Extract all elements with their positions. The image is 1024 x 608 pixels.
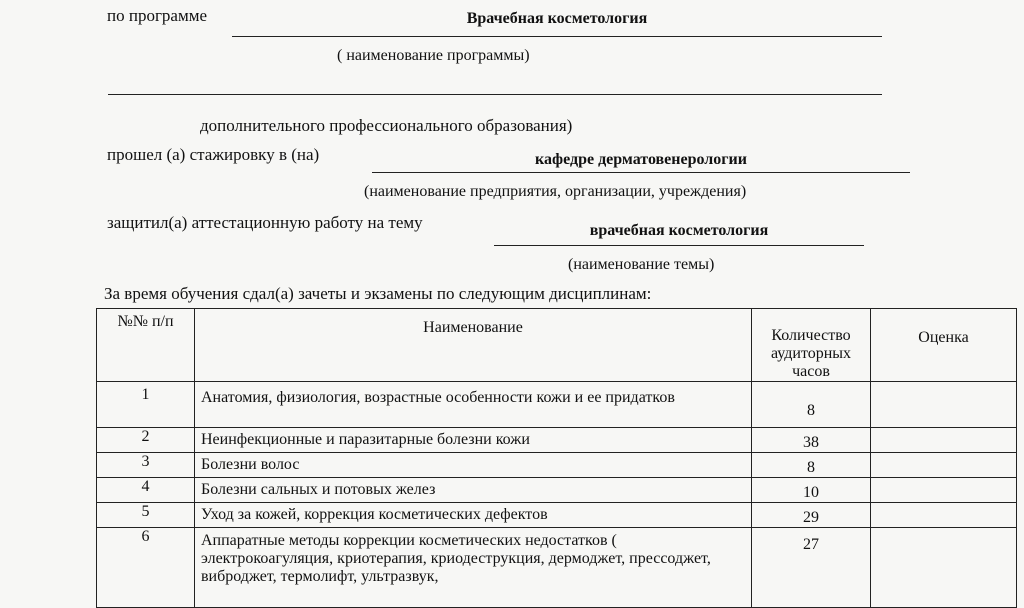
header-grade: Оценка (871, 309, 1017, 382)
row-hours: 10 (752, 478, 871, 503)
table-row (97, 428, 1017, 453)
table-header-row (97, 309, 1017, 382)
internship-label: прошел (а) стажировку в (на) (107, 145, 320, 164)
table-row (97, 478, 1017, 503)
row-num: 1 (97, 382, 195, 428)
program-value: Врачебная косметология (466, 10, 648, 27)
education-type-text: дополнительного профессионального образования) (200, 116, 573, 135)
table-row (97, 382, 1017, 428)
row-hours: 27 (752, 528, 871, 608)
program-label: по программе (107, 6, 208, 25)
header-hours: Количество аудиторных часов (752, 309, 871, 382)
row-name: Анатомия, физиология, возрастные особенности кожи и ее придатков (195, 382, 752, 428)
internship-value: кафедре дерматовенерологии (535, 151, 747, 168)
table-row (97, 503, 1017, 528)
topic-caption: (наименование темы) (568, 256, 715, 273)
row-grade (871, 528, 1017, 608)
row-grade (871, 428, 1017, 453)
header-num: №№ п/п (97, 309, 195, 382)
thesis-label: защитил(а) аттестационную работу на тему (107, 213, 423, 232)
row-grade (871, 382, 1017, 428)
row-name: Уход за кожей, коррекция косметических дефектов (195, 503, 752, 528)
row-name: Болезни сальных и потовых желез (195, 478, 752, 503)
row-name: Болезни волос (195, 453, 752, 478)
row-grade (871, 478, 1017, 503)
row-num: 3 (97, 453, 195, 478)
row-hours: 38 (752, 428, 871, 453)
row-grade (871, 453, 1017, 478)
internship-underline (372, 172, 910, 173)
row-hours: 29 (752, 503, 871, 528)
row-hours: 8 (752, 382, 871, 428)
row-name: Неинфекционные и паразитарные болезни кожи (195, 428, 752, 453)
row-hours: 8 (752, 453, 871, 478)
row-num: 6 (97, 528, 195, 608)
row-num: 4 (97, 478, 195, 503)
thesis-underline (494, 245, 864, 246)
row-grade (871, 503, 1017, 528)
table-row (97, 528, 1017, 608)
row-num: 5 (97, 503, 195, 528)
table-row (97, 453, 1017, 478)
header-name: Наименование (195, 309, 752, 382)
thesis-value: врачебная косметология (589, 222, 769, 239)
program-underline (232, 36, 882, 37)
program-caption: ( наименование программы) (337, 47, 530, 64)
organization-caption: (наименование предприятия, организации, учреждения) (364, 183, 747, 200)
row-name: Аппаратные методы коррекции косметических недостатков ( электрокоагуляция, криотерапия, криодеструкция, дермоджет, прессоджет, виброджет, термолифт, ультразвук, (195, 528, 752, 608)
disciplines-table (96, 308, 1017, 608)
program-underline-2 (108, 94, 882, 95)
disciplines-intro: За время обучения сдал(а) зачеты и экзамены по следующим дисциплинам: (104, 284, 652, 303)
row-num: 2 (97, 428, 195, 453)
